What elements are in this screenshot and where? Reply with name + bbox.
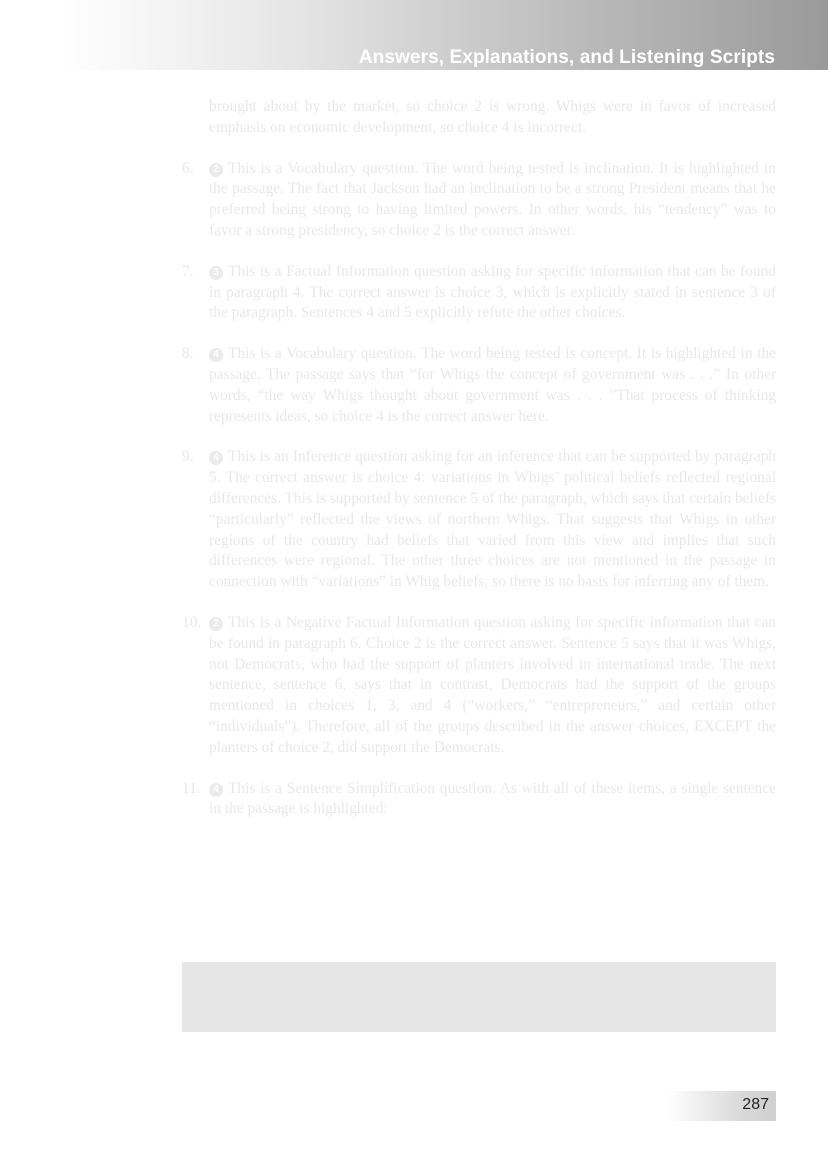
explanation-text	[209, 447, 776, 593]
answer-badge-icon: 2	[209, 163, 223, 177]
intro-paragraph: brought about by the market, so choice 2 is wrong. Whigs were in favor of increased emphasis on economic development, so choice 4 is incorrect.	[209, 98, 776, 136]
explanation-body: This is a Sentence Simplification question. As with all of these items, a single sentence in the passage is highlighted:	[209, 779, 776, 818]
item-number: 11.	[182, 779, 201, 797]
page-number: 287	[742, 1096, 769, 1113]
explanation-list	[182, 159, 776, 821]
item-number: 10.	[182, 613, 202, 631]
explanation-text	[209, 613, 776, 759]
explanation-text	[209, 779, 776, 821]
item-number: 7.	[182, 262, 194, 280]
explanation-body: This is a Negative Factual Information question asking for specific information that can be found in paragraph 6. Choice 2 is the correct answer. Sentence 5 says that it was Whigs, not Democrats, who had the support of planters involved in international trade. The next sentence, sentence 6, says that in contrast, Democrats had the support of the groups mentioned in choices 1, 3, and 4 (“workers,” “entrepreneurs,” and certain other “individuals”). Therefore, all of the groups described in the answer choices, EXCEPT the planters of choice 2, did support the Democrats.	[209, 613, 776, 756]
explanation-item	[182, 159, 776, 242]
item-number: 6.	[182, 159, 194, 177]
explanation-body: This is an Inference question asking for an inference that can be supported by paragraph 5. The correct answer is choice 4: variations in Whigs’ political beliefs reflected regional differences. This is supported by sentence 5 of the paragraph, which says that certain beliefs “particularly” reflected the views of northern Whigs. That suggests that Whigs in other regions of the country had beliefs that varied from this view and implies that such differences were regional. The other three choices are not mentioned in the passage in connection with “variations” in Whig beliefs, so there is no basis for inferring any of them.	[209, 448, 776, 591]
answer-badge-icon: 3	[209, 266, 223, 280]
answer-badge-icon: 4	[209, 783, 223, 797]
explanation-item	[182, 447, 776, 593]
explanation-text	[209, 159, 776, 242]
explanation-text	[209, 262, 776, 324]
item-number: 8.	[182, 345, 194, 363]
answer-badge-icon: 2	[209, 617, 223, 631]
explanation-item	[182, 262, 776, 324]
answer-badge-icon: 4	[209, 451, 223, 465]
explanation-item	[182, 779, 776, 821]
highlighted-sentence-box	[182, 962, 776, 1032]
explanation-item	[182, 344, 776, 427]
answer-badge-icon: 4	[209, 348, 223, 362]
explanation-body: This is a Factual Information question asking for specific information that can be found in paragraph 4. The correct answer is choice 3, which is explicitly stated in sentence 3 of the paragraph. Sentences 4 and 5 explicitly refute the other choices.	[209, 262, 776, 322]
running-header-title: Answers, Explanations, and Listening Scripts	[358, 47, 775, 68]
explanation-body: This is a Vocabulary question. The word being tested is inclination. It is highlighted in the passage. The fact that Jackson had an inclination to be a strong President means that he preferred being strong to having limited powers. In other words, his “tendency” was to favor a strong presidency, so choice 2 is the correct answer.	[209, 159, 776, 239]
explanation-body: This is a Vocabulary question. The word being tested is concept. It is highlighted in the passage. The passage says that “for Whigs the concept of government was . . .” In other words, “the way Whigs thought about government was . . . ”That process of thinking represents ideas, so choice 4 is the correct answer here.	[209, 345, 776, 425]
explanation-item	[182, 613, 776, 759]
explanation-text	[209, 344, 776, 427]
answer-explanations	[182, 97, 776, 820]
item-number: 9.	[182, 448, 194, 466]
